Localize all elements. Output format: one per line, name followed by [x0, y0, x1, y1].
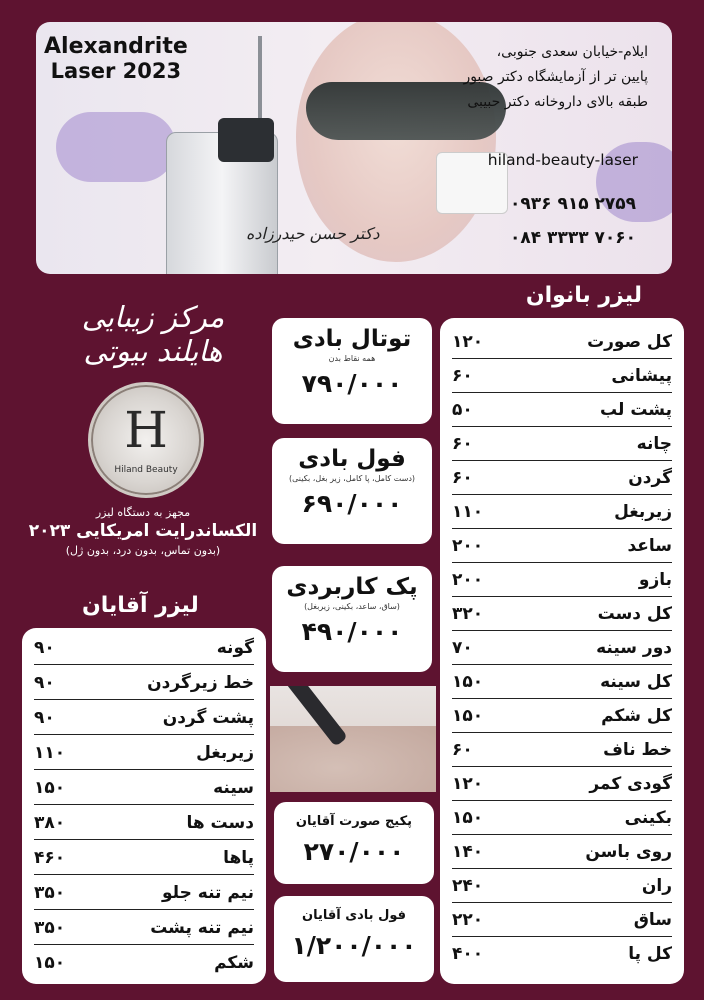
item-name: کل صورت: [587, 332, 672, 352]
item-name: گردن: [628, 468, 672, 488]
list-item: [452, 734, 672, 767]
package-title: پکیج صورت آقایان: [295, 814, 413, 829]
women-section-title: لیزر بانوان: [525, 283, 642, 308]
item-name: زیربغل: [196, 743, 254, 763]
item-name: سینه: [213, 778, 254, 798]
list-item: [452, 904, 672, 937]
item-price: ۶۰: [452, 740, 473, 760]
item-price: ۴۰۰: [452, 944, 484, 964]
item-name: ساعد: [627, 536, 672, 556]
package-price: ۷۹۰/۰۰۰: [301, 369, 403, 398]
item-price: ۳۸۰: [34, 813, 66, 833]
item-price: ۵۰: [452, 400, 473, 420]
list-item: [34, 702, 254, 735]
list-item: [34, 877, 254, 910]
item-name: نیم تنه جلو: [162, 883, 254, 903]
item-name: پیشانی: [611, 366, 672, 386]
item-name: کل شکم: [601, 706, 672, 726]
logo-letter: H: [124, 401, 168, 459]
item-price: ۹۰: [34, 673, 55, 693]
item-price: ۱۵۰: [34, 778, 66, 798]
item-price: ۱۲۰: [452, 774, 484, 794]
item-price: ۶۰: [452, 468, 473, 488]
men-price-list: [22, 628, 266, 984]
item-price: ۱۵۰: [452, 672, 484, 692]
package-subtitle: همه نقاط بدن: [328, 354, 376, 363]
list-item: [34, 807, 254, 840]
list-item: [452, 836, 672, 869]
package-title: فول بادی آقایان: [301, 908, 407, 923]
item-price: ۳۲۰: [452, 604, 484, 624]
package-subtitle: (دست کامل، پا کامل، زیر بغل، بکینی): [289, 474, 415, 483]
item-name: دور سینه: [596, 638, 672, 658]
logo-text: Hiland Beauty: [114, 465, 178, 475]
item-name: روی باسن: [585, 842, 672, 862]
item-name: چانه: [636, 434, 672, 454]
package-card-total-body: [272, 318, 432, 424]
item-name: ساق: [633, 910, 672, 930]
address: [463, 40, 648, 115]
item-name: گونه: [216, 638, 254, 658]
list-item: [452, 870, 672, 903]
item-price: ۶۰: [452, 434, 473, 454]
banner-title: [44, 34, 188, 83]
list-item: [34, 842, 254, 875]
machine-arm-image: [258, 36, 262, 126]
package-price: ۴۹۰/۰۰۰: [301, 617, 403, 646]
list-item: [452, 802, 672, 835]
list-item: [452, 496, 672, 529]
list-item: [452, 632, 672, 665]
package-card-men-full-body: [274, 896, 434, 982]
list-item: [452, 666, 672, 699]
item-price: ۹۰: [34, 708, 55, 728]
item-name: بکینی: [624, 808, 672, 828]
package-title: پک کاربردی: [286, 574, 418, 600]
package-card-full-body: [272, 438, 432, 544]
item-price: ۲۰۰: [452, 536, 484, 556]
item-price: ۲۴۰: [452, 876, 484, 896]
item-name: کل سینه: [600, 672, 672, 692]
item-name: دست ها: [186, 813, 254, 833]
list-item: [34, 947, 254, 979]
item-name: شکم: [214, 953, 254, 973]
list-item: [34, 912, 254, 945]
package-price: ۶۹۰/۰۰۰: [301, 489, 403, 518]
list-item: [452, 768, 672, 801]
skin-image: [270, 726, 436, 792]
list-item: [452, 462, 672, 495]
address-line3: طبقه بالای داروخانه دکتر حبیبی: [467, 94, 648, 110]
equipment-note: [20, 506, 266, 557]
list-item: [452, 598, 672, 631]
list-item: [34, 772, 254, 805]
item-price: ۱۱۰: [34, 743, 66, 763]
women-price-list: [440, 318, 684, 984]
item-price: ۶۰: [452, 366, 473, 386]
list-item: [452, 564, 672, 597]
brand-script-name: مرکز زیبایی هایلند بیوتی: [81, 300, 225, 368]
item-name: خط زیرگردن: [147, 673, 254, 693]
phone-number-1: ۰۹۳۶ ۹۱۵ ۲۷۵۹: [510, 194, 636, 214]
item-price: ۴۶۰: [34, 848, 66, 868]
item-price: ۷۰: [452, 638, 473, 658]
item-price: ۱۵۰: [452, 706, 484, 726]
item-price: ۳۵۰: [34, 883, 66, 903]
package-price: ۱/۲۰۰/۰۰۰: [291, 931, 417, 960]
laser-machine-screen: [218, 118, 274, 162]
banner-title-line1: Alexandrite: [44, 34, 188, 59]
list-item: [452, 530, 672, 563]
list-item: [34, 632, 254, 665]
item-price: ۱۱۰: [452, 502, 484, 522]
list-item: [452, 326, 672, 359]
item-name: خط ناف: [603, 740, 672, 760]
address-line1: ایلام-خیابان سعدی جنوبی،: [496, 44, 648, 60]
item-name: زیربغل: [614, 502, 672, 522]
list-item: [452, 394, 672, 427]
list-item: [452, 938, 672, 970]
package-subtitle: (ساق، ساعد، بکینی، زیربغل): [304, 602, 400, 611]
website-text: hiland-beauty-laser: [487, 151, 638, 169]
item-name: بازو: [638, 570, 672, 590]
item-name: کل پا: [628, 944, 672, 964]
list-item: [34, 667, 254, 700]
package-card-practical: [272, 566, 432, 672]
package-card-men-face: [274, 802, 434, 884]
item-name: نیم تنه پشت: [150, 918, 254, 938]
brand-logo: [88, 382, 204, 498]
equipment-line3: (بدون تماس، بدون درد، بدون ژل): [65, 544, 221, 557]
equipment-line2: الکساندرایت امریکایی ۲۰۲۳: [28, 521, 258, 541]
item-price: ۱۴۰: [452, 842, 484, 862]
item-name: پاها: [223, 848, 254, 868]
list-item: [452, 360, 672, 393]
address-line2: پایین تر از آزمایشگاه دکتر صبور: [463, 69, 648, 85]
package-price: ۲۷۰/۰۰۰: [303, 837, 405, 866]
item-name: پشت گردن: [162, 708, 254, 728]
item-name: کل دست: [597, 604, 672, 624]
banner-title-line2: Laser 2023: [50, 59, 182, 84]
list-item: [452, 700, 672, 733]
glove-left-image: [56, 112, 176, 182]
item-price: ۳۵۰: [34, 918, 66, 938]
doctor-signature: دکتر حسن حیدرزاده: [246, 224, 380, 243]
item-name: گودی کمر: [589, 774, 672, 794]
laser-treatment-image: [270, 686, 436, 792]
package-title: توتال بادی: [292, 326, 412, 352]
men-section-title: لیزر آقایان: [82, 593, 199, 618]
package-title: فول بادی: [298, 446, 406, 472]
equipment-line1: مجهز به دستگاه لیزر: [95, 506, 191, 519]
item-price: ۱۵۰: [34, 953, 66, 973]
item-name: ران: [641, 876, 672, 896]
header-banner: [36, 22, 672, 274]
item-price: ۹۰: [34, 638, 55, 658]
list-item: [34, 737, 254, 770]
list-item: [452, 428, 672, 461]
item-price: ۲۰۰: [452, 570, 484, 590]
item-name: پشت لب: [600, 400, 672, 420]
item-price: ۲۲۰: [452, 910, 484, 930]
item-price: ۱۵۰: [452, 808, 484, 828]
phone-number-2: ۰۸۴ ۳۳۳۳ ۷۰۶۰: [510, 228, 636, 248]
item-price: ۱۲۰: [452, 332, 484, 352]
